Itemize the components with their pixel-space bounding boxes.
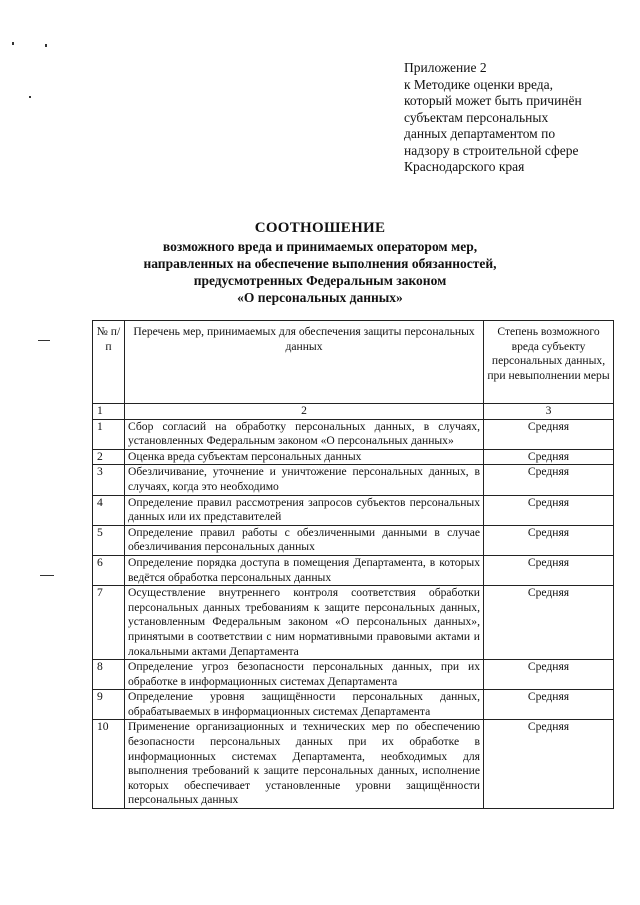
table-row bbox=[93, 586, 614, 660]
row-number: 9 bbox=[93, 690, 125, 720]
row-number: 3 bbox=[93, 465, 125, 495]
table-header-row bbox=[93, 321, 614, 404]
table-row bbox=[93, 449, 614, 465]
measures-table bbox=[92, 320, 614, 809]
row-number: 7 bbox=[93, 586, 125, 660]
table-row bbox=[93, 419, 614, 449]
appendix-line: данных департаментом по bbox=[404, 126, 556, 141]
row-measure: Определение уровня защищённости персональных данных, обрабатываемых в информационных системах Департамента bbox=[125, 690, 484, 720]
row-number: 4 bbox=[93, 495, 125, 525]
row-degree: Средняя bbox=[484, 660, 614, 690]
column-number: 3 bbox=[484, 404, 614, 420]
column-number-row bbox=[93, 404, 614, 420]
table-row bbox=[93, 690, 614, 720]
row-measure: Определение правил работы с обезличенными данными в случае обезличивания персональных данных bbox=[125, 525, 484, 555]
row-number: 1 bbox=[93, 419, 125, 449]
row-degree: Средняя bbox=[484, 525, 614, 555]
appendix-line: к Методике оценки вреда, bbox=[404, 76, 554, 92]
header-measures: Перечень мер, принимаемых для обеспечения защиты персональных данных bbox=[125, 321, 484, 404]
row-degree: Средняя bbox=[484, 449, 614, 465]
row-degree: Средняя bbox=[484, 465, 614, 495]
table-row bbox=[93, 555, 614, 585]
document-title bbox=[80, 220, 560, 306]
title-main: СООТНОШЕНИЕ bbox=[254, 220, 386, 236]
row-number: 2 bbox=[93, 449, 125, 465]
column-number: 2 bbox=[125, 404, 484, 420]
column-number: 1 bbox=[93, 404, 125, 420]
row-measure: Обезличивание, уточнение и уничтожение персональных данных, в случаях, когда это необходимо bbox=[125, 465, 484, 495]
table-row bbox=[93, 465, 614, 495]
appendix-line: надзору в строительной сфере bbox=[404, 142, 579, 158]
row-number: 6 bbox=[93, 555, 125, 585]
row-degree: Средняя bbox=[484, 690, 614, 720]
title-line: возможного вреда и принимаемых оператором мер, bbox=[162, 239, 478, 254]
appendix-line: Краснодарского края bbox=[404, 159, 525, 174]
row-degree: Средняя bbox=[484, 495, 614, 525]
row-measure: Сбор согласий на обработку персональных данных, в случаях, установленных Федеральным законом «О персональных данных» bbox=[125, 419, 484, 449]
row-measure: Осуществление внутреннего контроля соответствия обработки персональных данных требованиям к защите персональных данных, установленным Федеральным законом «О персональных данных», принятыми в соответствии с ним нормативными правовыми актами и локальными актами Департамента bbox=[125, 586, 484, 660]
appendix-line: который может быть причинён bbox=[404, 93, 582, 108]
title-line: направленных на обеспечение выполнения обязанностей, bbox=[143, 256, 497, 271]
row-degree: Средняя bbox=[484, 720, 614, 809]
row-measure: Применение организационных и технических мер по обеспечению безопасности персональных данных при их обработке в информационных системах Департамента, необходимых для выполнения требований к защите персональных данных, исполнение которых обеспечивает установленные уровни защищённости персональных данных bbox=[125, 720, 484, 809]
row-number: 10 bbox=[93, 720, 125, 809]
header-number: № п/п bbox=[93, 321, 125, 404]
row-degree: Средняя bbox=[484, 586, 614, 660]
row-degree: Средняя bbox=[484, 555, 614, 585]
table-row bbox=[93, 720, 614, 809]
appendix-line: субъектам персональных bbox=[404, 109, 549, 125]
appendix-line: Приложение 2 bbox=[404, 60, 487, 75]
row-measure: Определение правил рассмотрения запросов субъектов персональных данных или их представителей bbox=[125, 495, 484, 525]
row-degree: Средняя bbox=[484, 419, 614, 449]
row-measure: Оценка вреда субъектам персональных данных bbox=[125, 449, 484, 465]
title-line: «О персональных данных» bbox=[237, 290, 403, 305]
row-measure: Определение угроз безопасности персональных данных, при их обработке в информационных системах Департамента bbox=[125, 660, 484, 690]
row-number: 8 bbox=[93, 660, 125, 690]
header-degree: Степень возможного вреда субъекту персональных данных, при невыполнении меры bbox=[484, 321, 614, 404]
title-line: предусмотренных Федеральным законом bbox=[193, 273, 447, 288]
table-row bbox=[93, 660, 614, 690]
row-number: 5 bbox=[93, 525, 125, 555]
table-row bbox=[93, 525, 614, 555]
row-measure: Определение порядка доступа в помещения Департамента, в которых ведётся обработка персональных данных bbox=[125, 555, 484, 585]
table-row bbox=[93, 495, 614, 525]
appendix-note bbox=[404, 60, 624, 176]
